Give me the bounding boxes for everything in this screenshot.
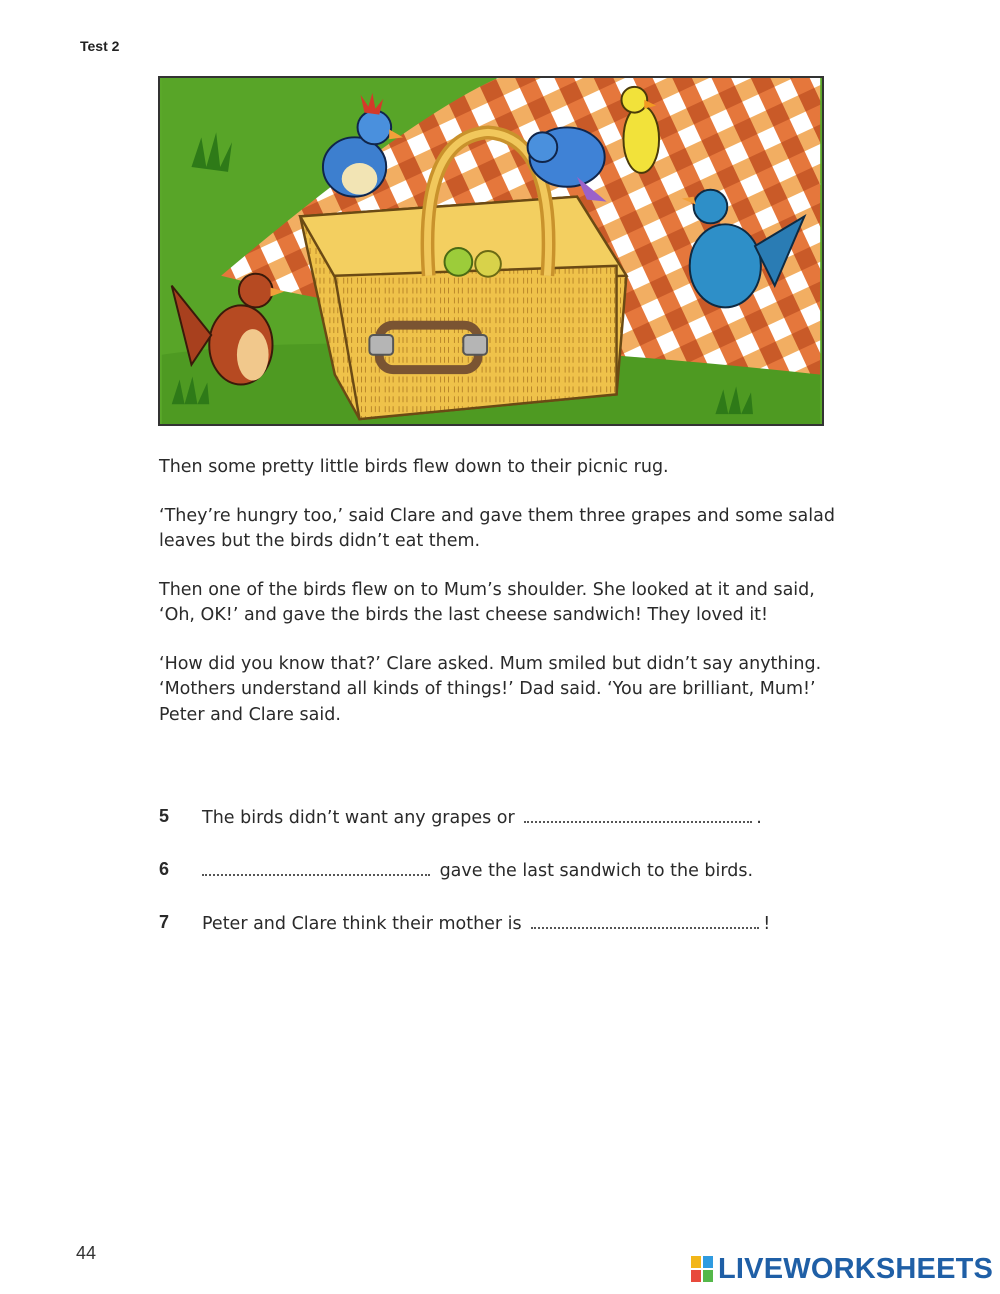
brand-logo[interactable] [690, 1252, 993, 1286]
story-paragraph: ‘How did you know that?’ Clare asked. Mum smiled but didn’t say anything. ‘Mothers understand all kinds of things!’ Dad said. ‘You are brilliant, Mum!’ Peter and Clare said. [159, 653, 822, 725]
question-7 [159, 909, 839, 962]
brand-name: LIVEWORKSHEETS [718, 1252, 994, 1285]
question-text-end: . [756, 808, 762, 828]
question-text-end: ! [763, 914, 771, 934]
question-text: Peter and Clare think their mother is [202, 914, 522, 934]
question-number: 5 [159, 806, 170, 826]
questions-list [159, 803, 839, 962]
answer-blank[interactable] [531, 909, 759, 929]
question-text: The birds didn’t want any grapes or [202, 808, 515, 828]
liveworksheets-logo-icon [690, 1255, 714, 1283]
question-5 [159, 803, 839, 856]
header-label: Test 2 [80, 38, 120, 54]
question-6 [159, 856, 839, 909]
story-paragraph: ‘They’re hungry too,’ said Clare and gave them three grapes and some salad leaves but the birds didn’t eat them. [159, 505, 835, 551]
answer-blank[interactable] [202, 856, 430, 876]
story-paragraph: Then one of the birds flew on to Mum’s shoulder. She looked at it and said, ‘Oh, OK!’ and gave the birds the last cheese sandwich! They loved it! [159, 579, 815, 625]
story-paragraph: Then some pretty little birds flew down to their picnic rug. [159, 457, 669, 477]
page-number: 44 [76, 1243, 97, 1263]
answer-blank[interactable] [524, 803, 752, 823]
story-text [159, 455, 839, 751]
question-text-end: gave the last sandwich to the birds. [439, 861, 754, 881]
question-number: 7 [159, 912, 170, 932]
question-number: 6 [159, 859, 170, 879]
picnic-illustration [158, 76, 824, 426]
